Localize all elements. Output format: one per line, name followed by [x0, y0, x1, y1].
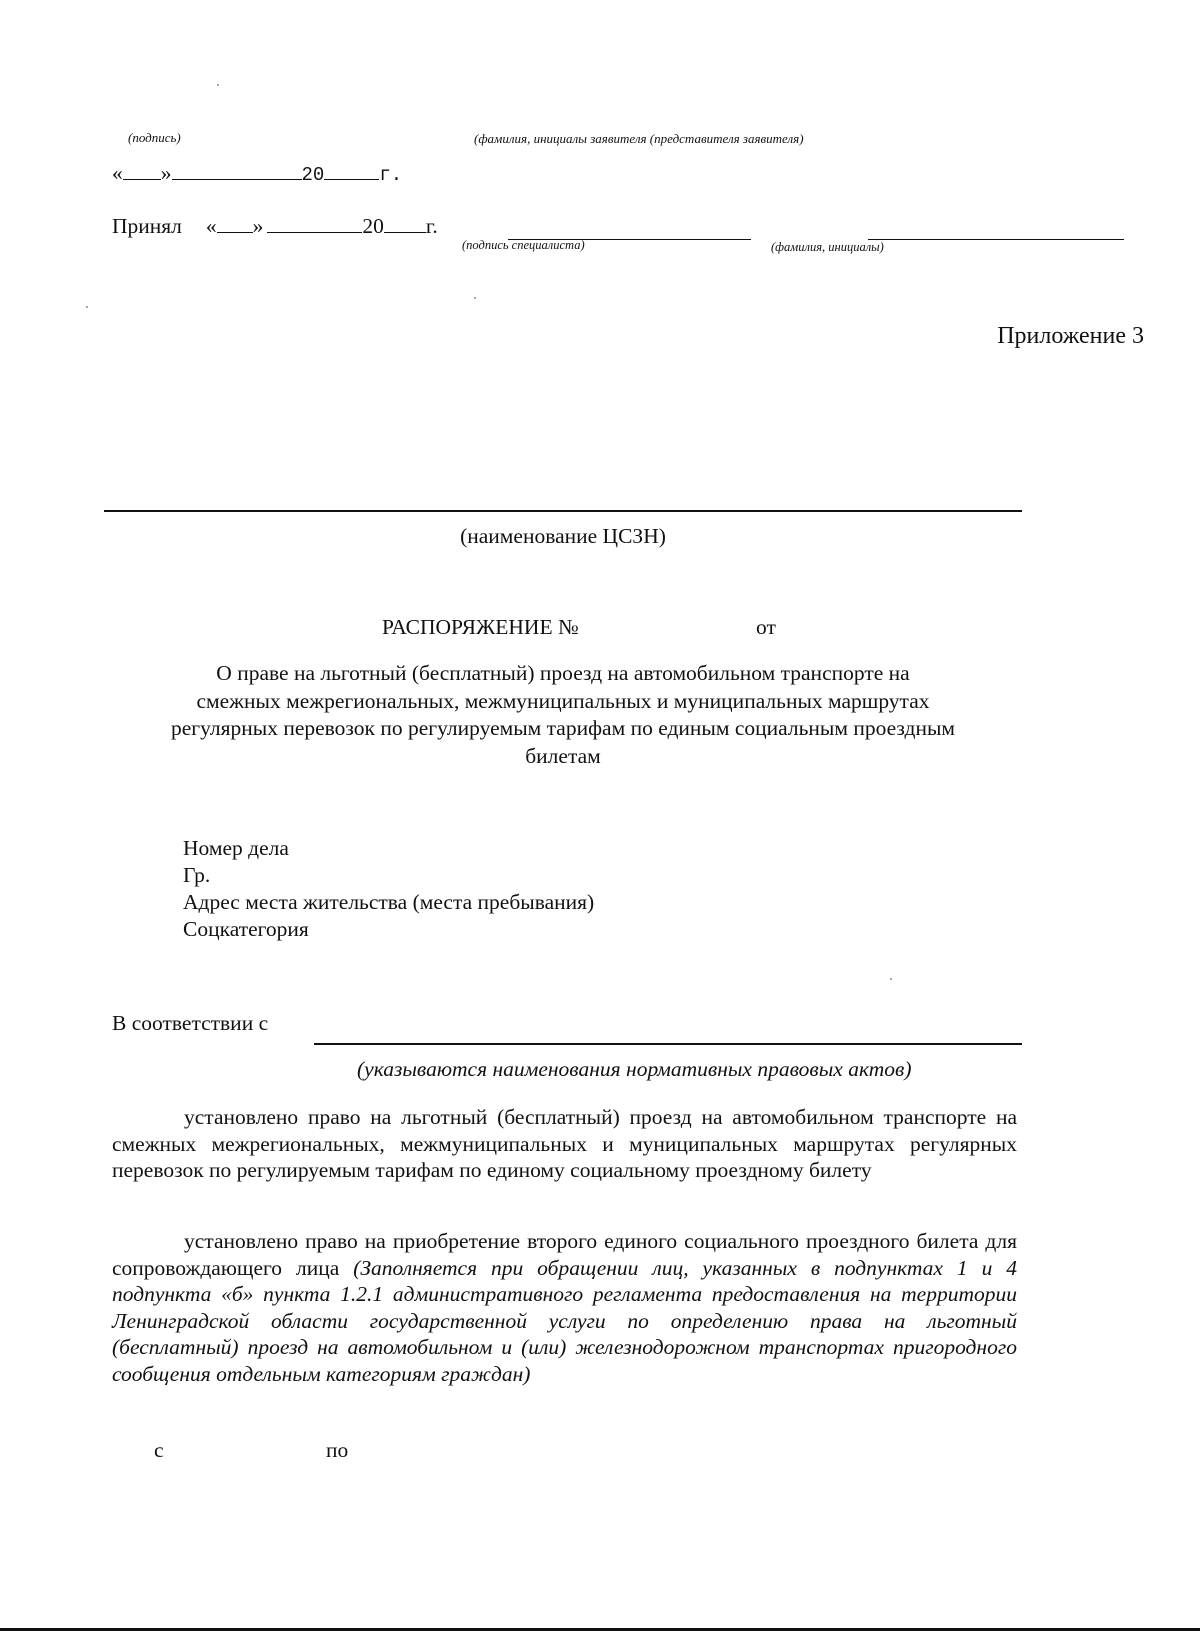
- accepted-year-prefix: 20: [362, 214, 384, 238]
- period-to-label: по: [326, 1438, 349, 1462]
- org-caption: (наименование ЦСЗН): [460, 524, 666, 548]
- specialist-name-caption: (фамилия, инициалы): [771, 240, 884, 254]
- specialist-name-line: [868, 239, 1124, 240]
- date-year-suffix: г.: [379, 164, 403, 186]
- date-close-quote: »: [160, 161, 172, 185]
- appendix-label: Приложение 3: [997, 323, 1144, 349]
- order-subject-line-4: билетам: [525, 743, 601, 768]
- org-name-line: [104, 510, 1022, 512]
- date-year-blank: [324, 160, 379, 180]
- address-label: Адрес места жительства (места пребывания): [183, 890, 595, 914]
- period-from-label: с: [154, 1438, 164, 1462]
- basis-line: [314, 1043, 1022, 1045]
- date-year-prefix: 20: [301, 164, 325, 186]
- accepted-close-quote: »: [252, 214, 264, 238]
- accepted-line: [112, 213, 438, 239]
- order-from-label: от: [756, 615, 776, 639]
- accepted-open-quote: «: [205, 214, 217, 238]
- scan-speck: [474, 297, 476, 299]
- specialist-signature-caption: (подпись специалиста): [462, 238, 585, 252]
- basis-label: В соответствии с: [112, 1011, 269, 1035]
- accepted-label: Принял: [112, 214, 182, 238]
- citizen-label: Гр.: [183, 863, 211, 887]
- order-subject-line-1: О праве на льготный (бесплатный) проезд на автомобильном транспорте на: [216, 661, 910, 685]
- accepted-day-blank: [217, 213, 253, 233]
- applicant-name-caption: (фамилия, инициалы заявителя (представителя заявителя): [474, 131, 804, 146]
- social-category-label: Соцкатегория: [183, 917, 309, 941]
- order-title: РАСПОРЯЖЕНИЕ №: [382, 615, 579, 639]
- signature-caption: (подпись): [128, 130, 181, 145]
- fields-list: [183, 835, 594, 943]
- scan-speck: [217, 84, 219, 86]
- order-subject-line-2: смежных межрегиональных, межмуниципальных и муниципальных маршрутах: [196, 688, 930, 713]
- date-line: [112, 160, 402, 186]
- case-number-label: Номер дела: [183, 836, 289, 860]
- paragraph-2-text: установлено право на приобретение второго единого социального проездного билета для сопровождающего лица: [112, 1229, 1017, 1280]
- order-subject: [104, 660, 1022, 770]
- date-month-blank: [172, 160, 302, 180]
- scan-speck: [890, 978, 892, 980]
- scan-speck: [86, 306, 88, 308]
- order-subject-line-3: регулярных перевозок по регулируемым тарифам по единым социальным проездным: [170, 716, 956, 740]
- basis-caption: (указываются наименования нормативных правовых актов): [357, 1057, 912, 1081]
- accepted-month-blank: [267, 213, 362, 233]
- accepted-year-blank: [384, 213, 426, 233]
- paragraph-2: [112, 1228, 1017, 1387]
- date-day-blank: [123, 160, 161, 180]
- paragraph-1: установлено право на льготный (бесплатный) проезд на автомобильном транспорте на смежных межрегиональных, межмуниципальных и муниципальных маршрутах регулярных перевозок по регулируемым тарифам по единому социальному проездному билету: [112, 1105, 1017, 1182]
- accepted-year-suffix: г.: [425, 214, 438, 238]
- date-open-quote: «: [112, 161, 123, 185]
- paragraph-2-note: (Заполняется при обращении лиц, указанных в подпунктах 1 и 4 подпункта «б» пункта 1.2.1 административного регламента предоставления на территории Ленинградской области государственной услуги по определению права на льготный (бесплатный) проезд на автомобильном и (или) железнодорожном транспортах пригородного сообщения отдельным категориям граждан): [112, 1255, 1017, 1386]
